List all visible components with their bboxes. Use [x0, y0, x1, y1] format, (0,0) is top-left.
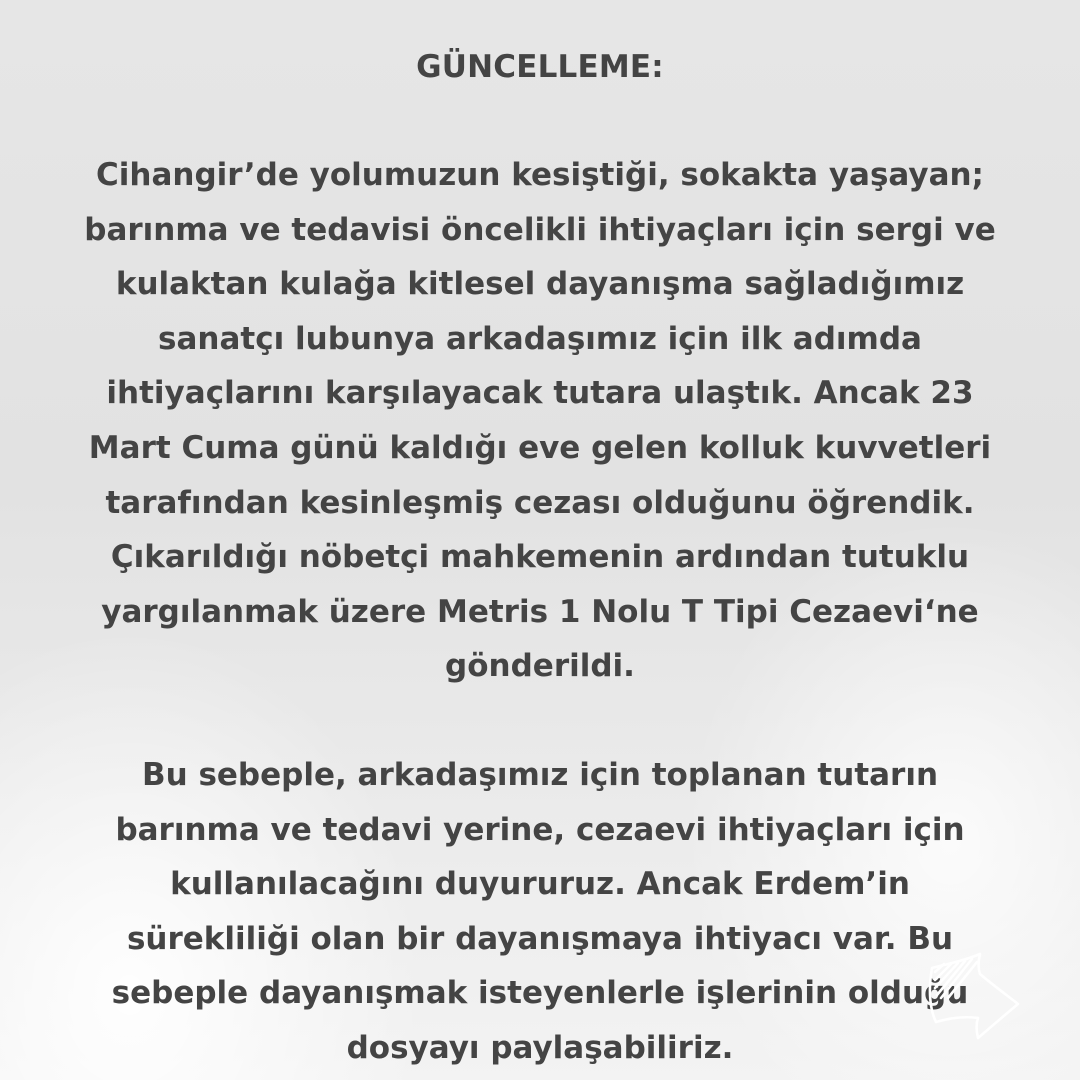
paragraph-line: yargılanmak üzere Metris 1 Nolu T Tipi Cezaevi‘ne — [101, 593, 979, 630]
paragraph-line: kulaktan kulağa kitlesel dayanışma sağladığımız — [115, 266, 965, 303]
post-content — [40, 40, 1040, 1076]
paragraph-line: sürekliliği olan bir dayanışmaya ihtiyacı var. Bu — [126, 920, 954, 957]
paragraph-line: sanatçı lubunya arkadaşımız için ilk adımda — [158, 320, 922, 357]
paragraph-line: sebeple dayanışmak isteyenlerle işlerinin olduğu — [111, 975, 969, 1012]
paragraph-line: Çıkarıldığı nöbetçi mahkemenin ardından tutuklu — [110, 539, 970, 576]
paragraph-line: dosyayı paylaşabiliriz. — [346, 1029, 734, 1066]
hand-drawn-arrow-right-icon[interactable] — [918, 938, 1028, 1048]
paragraph-line: kullanılacağını duyururuz. Ancak Erdem’in — [170, 866, 910, 903]
paragraph-line: barınma ve tedavisi öncelikli ihtiyaçları için sergi ve — [84, 211, 996, 248]
post-heading: GÜNCELLEME: — [416, 49, 664, 85]
paragraph-line: tarafından kesinleşmiş cezası olduğunu öğrendik. — [105, 484, 975, 521]
paragraph-line: gönderildi. — [445, 648, 635, 685]
paragraph-line: Mart Cuma günü kaldığı eve gelen kolluk kuvvetleri — [88, 429, 992, 466]
paragraph-line: Bu sebeple, arkadaşımız için toplanan tutarın — [141, 756, 939, 793]
paragraph-announcement — [40, 748, 1040, 1076]
paragraph-line: Cihangir’de yolumuzun kesiştiği, sokakta yaşayan; — [96, 157, 984, 193]
paragraph-update — [40, 148, 1040, 694]
paragraph-line: ihtiyaçlarını karşılayacak tutara ulaştık. Ancak 23 — [106, 375, 974, 412]
paragraph-line: barınma ve tedavi yerine, cezaevi ihtiyaçları için — [115, 811, 965, 848]
